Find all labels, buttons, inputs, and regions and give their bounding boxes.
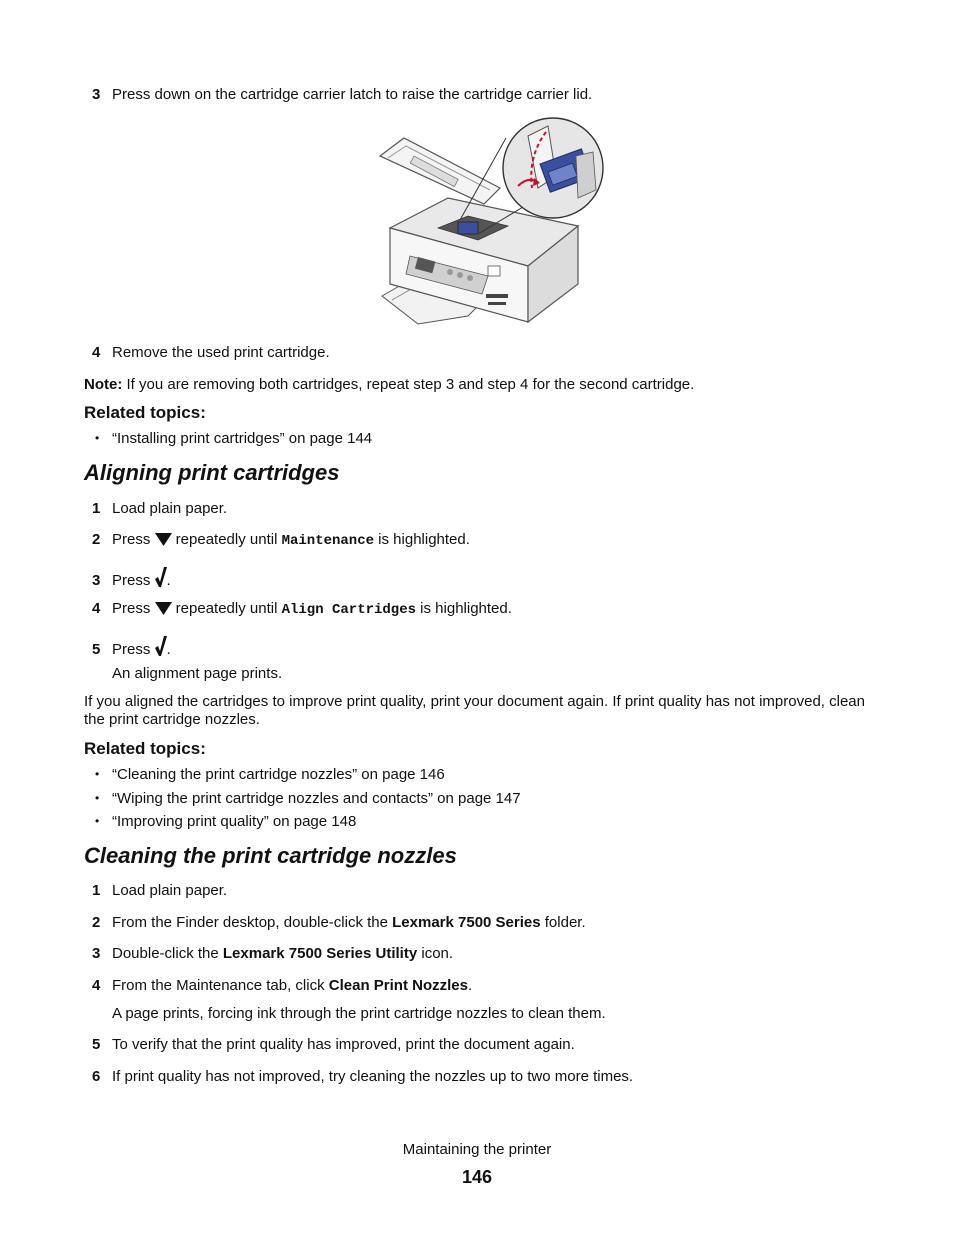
step-text: folder. xyxy=(540,914,586,931)
note xyxy=(84,376,694,394)
step-text: Press xyxy=(112,531,155,548)
bullet-icon: • xyxy=(95,791,100,805)
menu-option-code: Maintenance xyxy=(281,533,375,549)
step-number: 4 xyxy=(92,977,101,994)
folder-name: Lexmark 7500 Series xyxy=(392,914,541,931)
bullet-icon: • xyxy=(95,767,100,781)
step-text: repeatedly until xyxy=(171,600,282,617)
clean-step-2 xyxy=(92,914,586,932)
step-number: 3 xyxy=(92,86,101,103)
step-text: If print quality has not improved, try cleaning the nozzles up to two more times. xyxy=(112,1068,634,1085)
step-number: 5 xyxy=(92,1036,101,1053)
menu-option-code: Align Cartridges xyxy=(281,602,417,618)
step-text: Load plain paper. xyxy=(112,882,228,899)
clean-step-3 xyxy=(92,945,453,963)
utility-name: Lexmark 7500 Series Utility xyxy=(222,945,418,962)
step-number: 1 xyxy=(92,500,101,517)
bullet-icon: • xyxy=(95,431,100,445)
step-result: An alignment page prints. xyxy=(112,665,283,682)
printer-illustration xyxy=(378,116,608,328)
related-link-item[interactable] xyxy=(95,429,372,448)
button-name: Clean Print Nozzles xyxy=(328,977,468,994)
step-text: Press xyxy=(112,641,155,658)
step-text: From the Maintenance tab, click xyxy=(112,977,329,994)
related-link-item[interactable] xyxy=(95,765,445,784)
step-number: 2 xyxy=(92,531,101,548)
clean-step-6 xyxy=(92,1068,633,1086)
related-link-text[interactable]: “Installing print cartridges” on page 144 xyxy=(112,430,373,447)
step-number: 5 xyxy=(92,641,101,658)
step-number: 2 xyxy=(92,914,101,931)
align-step-4 xyxy=(92,600,512,620)
bullet-icon: • xyxy=(95,814,100,828)
step-text: Load plain paper. xyxy=(112,500,228,517)
footer-chapter: Maintaining the printer xyxy=(402,1141,552,1158)
step-text: From the Finder desktop, double-click the xyxy=(112,914,393,931)
related-topics-heading: Related topics: xyxy=(84,403,206,422)
step-3 xyxy=(92,86,592,104)
align-step-2 xyxy=(92,531,470,551)
down-arrow-icon xyxy=(155,602,172,620)
step-number: 4 xyxy=(92,344,101,361)
step-text: Double-click the xyxy=(112,945,223,962)
align-step-3 xyxy=(92,567,171,592)
related-link-item[interactable] xyxy=(95,812,356,831)
checkmark-icon xyxy=(155,567,167,592)
step-number: 4 xyxy=(92,600,101,617)
step-text: . xyxy=(166,641,171,658)
step-text: Press down on the cartridge carrier latch to raise the cartridge carrier lid. xyxy=(112,86,593,103)
page-number: 146 xyxy=(461,1167,493,1187)
step-text: To verify that the print quality has improved, print the document again. xyxy=(112,1036,575,1053)
related-link-item[interactable] xyxy=(95,789,521,808)
step-number: 6 xyxy=(92,1068,101,1085)
checkmark-icon xyxy=(155,636,167,661)
step-text: Press xyxy=(112,600,155,617)
align-step-1 xyxy=(92,500,227,518)
step-text: Remove the used print cartridge. xyxy=(112,344,330,361)
step-text: . xyxy=(467,977,473,994)
step-text: . xyxy=(166,572,171,589)
step-text: Press xyxy=(112,572,155,589)
section-heading-aligning: Aligning print cartridges xyxy=(84,460,340,485)
step-4 xyxy=(92,344,330,362)
clean-step-5 xyxy=(92,1036,575,1054)
step-text: is highlighted. xyxy=(374,531,470,548)
align-step-5 xyxy=(92,636,171,661)
section-heading-cleaning: Cleaning the print cartridge nozzles xyxy=(84,843,457,868)
related-topics-heading: Related topics: xyxy=(84,739,206,758)
down-arrow-icon xyxy=(155,533,172,551)
clean-step-1 xyxy=(92,882,227,900)
related-link-text[interactable]: “Improving print quality” on page 148 xyxy=(112,813,357,830)
step-result: A page prints, forcing ink through the print cartridge nozzles to clean them. xyxy=(112,1005,606,1022)
step-text: is highlighted. xyxy=(416,600,512,617)
note-label: Note: xyxy=(84,376,123,393)
related-link-text[interactable]: “Cleaning the print cartridge nozzles” on page 146 xyxy=(112,766,445,783)
step-number: 3 xyxy=(92,945,101,962)
aligning-paragraph: If you aligned the cartridges to improve print quality, print your document again. If print quality has not improved, clean the print cartridge nozzles. xyxy=(84,693,865,728)
step-number: 1 xyxy=(92,882,101,899)
step-text: repeatedly until xyxy=(171,531,282,548)
step-number: 3 xyxy=(92,572,101,589)
note-text: If you are removing both cartridges, repeat step 3 and step 4 for the second cartridge. xyxy=(122,376,695,393)
clean-step-4 xyxy=(92,977,472,995)
step-text: icon. xyxy=(417,945,454,962)
related-link-text[interactable]: “Wiping the print cartridge nozzles and contacts” on page 147 xyxy=(112,790,521,807)
